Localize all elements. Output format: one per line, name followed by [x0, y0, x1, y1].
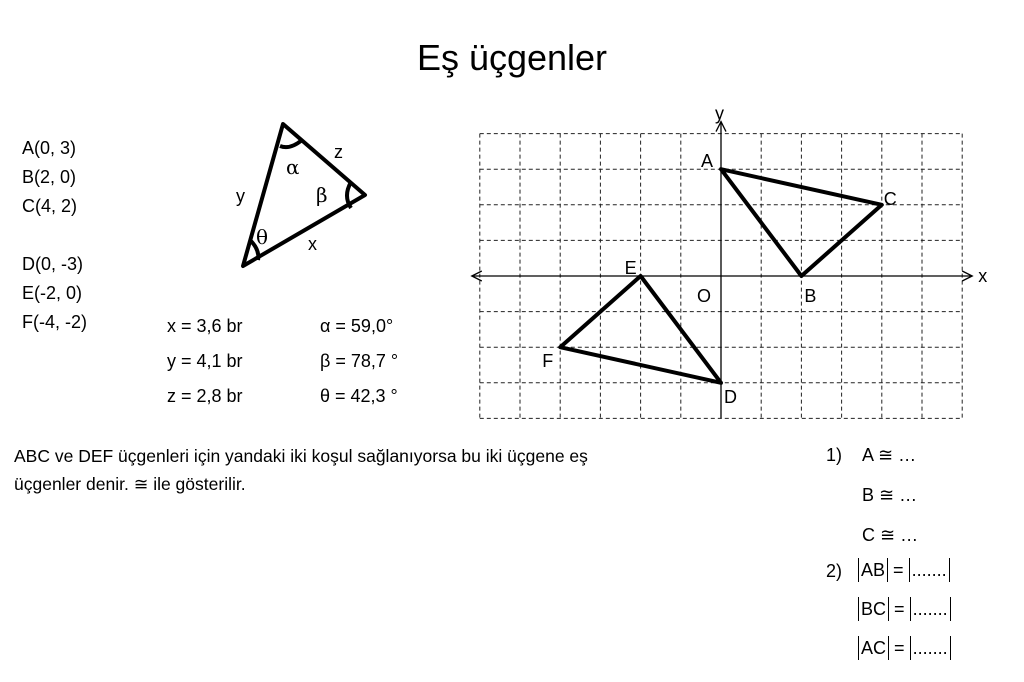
- measure-beta: β = 78,7 °: [320, 351, 399, 371]
- alpha-label: α: [286, 155, 300, 179]
- question-1-number: 1): [826, 445, 843, 465]
- beta-label: β: [316, 183, 328, 207]
- blank-ab: .......: [909, 558, 950, 582]
- vertex-label-b: B: [804, 286, 817, 306]
- measure-z: z = 2,8 br: [167, 386, 243, 406]
- labeled-triangle-diagram: [220, 110, 390, 285]
- coordinate-grid-graph: [470, 108, 990, 428]
- point-a-coord: A(0, 3): [22, 138, 77, 158]
- equals-sign: =: [893, 560, 904, 580]
- x-axis-label: x: [978, 266, 988, 286]
- measure-y: y = 4,1 br: [167, 351, 243, 371]
- segment-ab: AB: [858, 558, 888, 582]
- side-x-label: x: [308, 234, 317, 254]
- theta-label: θ: [256, 225, 269, 249]
- vertex-label-e: E: [624, 258, 637, 278]
- segment-ac: AC: [858, 636, 889, 660]
- vertex-label-a: A: [701, 151, 714, 172]
- blank-bc: .......: [910, 597, 951, 621]
- point-e-coord: E(-2, 0): [22, 283, 83, 303]
- measure-x: x = 3,6 br: [167, 316, 243, 336]
- description-text: [14, 442, 734, 498]
- alpha-angle-arc: [280, 140, 302, 147]
- vertex-label-f: F: [542, 351, 554, 372]
- question-1-a: A ≅ …: [862, 445, 917, 465]
- blank-ac: .......: [910, 636, 951, 660]
- side-z-label: z: [334, 142, 343, 162]
- question-1-b: B ≅ …: [862, 485, 918, 505]
- coordinate-list: [22, 134, 87, 337]
- equals-sign: =: [894, 638, 905, 658]
- page-title: Eş üçgenler: [416, 37, 608, 78]
- vertex-label-d: D: [724, 386, 737, 407]
- description-line-2: üçgenler denir. ≅ ile gösterilir.: [14, 474, 246, 494]
- question-2-ac: [858, 636, 951, 660]
- origin-label: O: [697, 286, 712, 306]
- question-2-ab: [858, 558, 950, 582]
- measure-alpha: α = 59,0°: [320, 316, 394, 336]
- question-1-c: C ≅ …: [862, 525, 919, 545]
- measure-theta: θ = 42,3 °: [320, 386, 398, 406]
- y-axis-label: y: [715, 108, 724, 124]
- point-d-coord: D(0, -3): [22, 254, 84, 274]
- point-c-coord: C(4, 2): [22, 196, 78, 216]
- question-2-number: 2): [826, 561, 843, 581]
- vertex-label-c: C: [883, 188, 897, 209]
- segment-bc: BC: [858, 597, 889, 621]
- point-b-coord: B(2, 0): [22, 167, 77, 187]
- side-y-label: y: [236, 186, 245, 206]
- point-f-coord: F(-4, -2): [22, 312, 87, 332]
- description-line-1: ABC ve DEF üçgenleri için yandaki iki koşul sağlanıyorsa bu iki üçgene eş: [14, 446, 588, 466]
- equals-sign: =: [894, 599, 905, 619]
- question-2-bc: [858, 597, 951, 621]
- beta-angle-arc: [347, 182, 351, 208]
